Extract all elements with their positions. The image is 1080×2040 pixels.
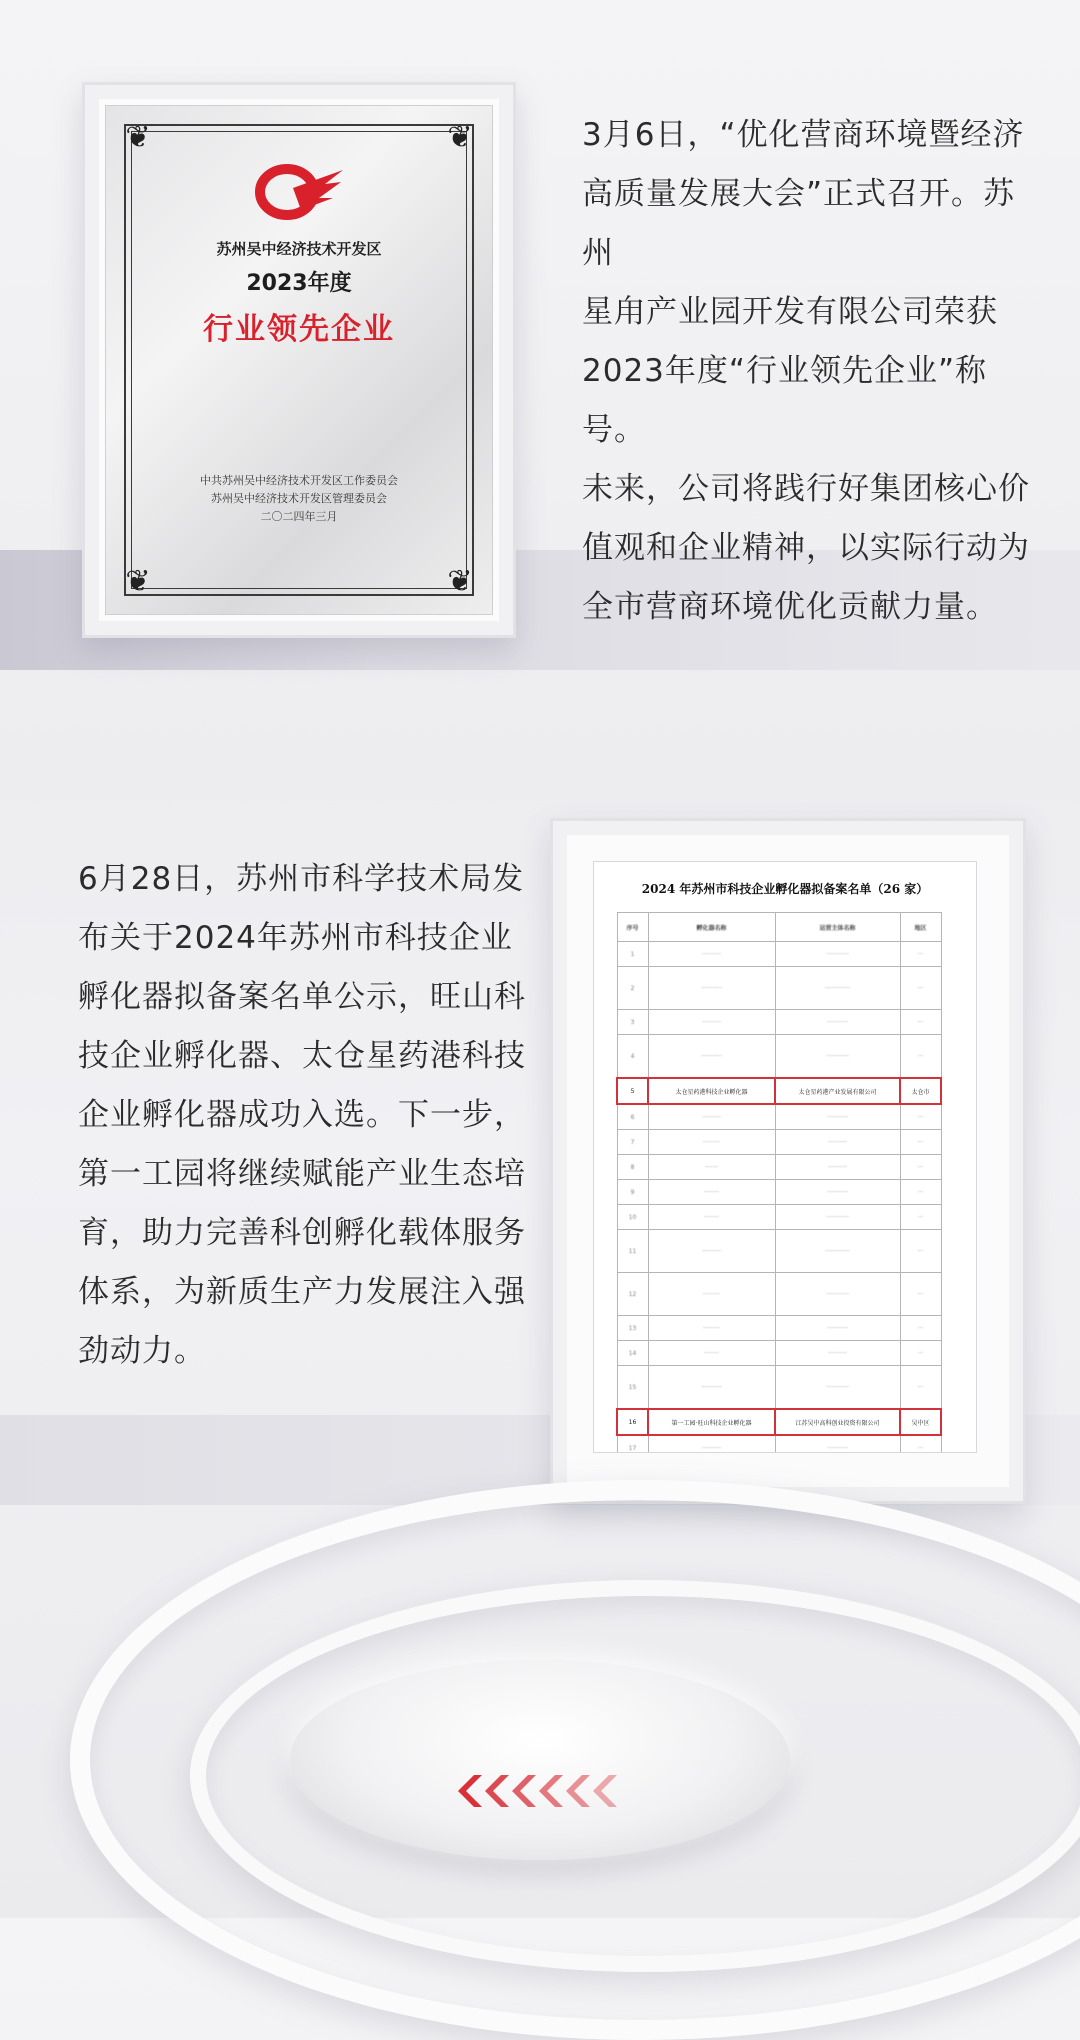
table-cell-no: 15 xyxy=(617,1366,648,1410)
table-cell-no: 7 xyxy=(617,1130,648,1155)
table-cell-operator: ············ xyxy=(775,942,900,967)
text-line: 企业孵化器成功入选。下一步， xyxy=(78,1097,526,1133)
table-cell-region: 太仓市 xyxy=(900,1078,941,1104)
corner-ornament-icon: ❦ xyxy=(125,120,151,155)
table-cell-name: ·········· xyxy=(648,942,775,967)
table-cell-name: ··········· xyxy=(648,967,775,1010)
table-cell-no: 5 xyxy=(617,1078,648,1104)
table-cell-operator: ··········· xyxy=(775,1435,900,1453)
text-line: 6月28日，苏州市科学技术局发 xyxy=(78,861,525,897)
text-line: 技企业孵化器、太仓星药港科技 xyxy=(78,1038,526,1074)
text-line: 未来，公司将践行好集团核心价 xyxy=(582,471,1030,507)
plaque-date: 二〇二四年三月 xyxy=(260,510,338,523)
text-line: 体系，为新质生产力发展注入强 xyxy=(78,1274,526,1310)
table-cell-operator: ·········· xyxy=(775,1155,900,1180)
table-cell-operator: ··········· xyxy=(775,1180,900,1205)
table-cell-operator: ············ xyxy=(775,1205,900,1230)
table-cell-no: 9 xyxy=(617,1180,648,1205)
chevron-mark xyxy=(485,1775,509,1807)
table-cell-operator: ············ xyxy=(775,1366,900,1410)
corner-ornament-icon: ❦ xyxy=(447,120,473,155)
table-cell-region: ··· xyxy=(900,967,941,1010)
table-row-highlighted xyxy=(617,1078,941,1104)
chevron-mark xyxy=(458,1775,482,1807)
table-cell-operator: ············ xyxy=(775,1273,900,1316)
table-row xyxy=(617,1366,941,1410)
text-line: 高质量发展大会”正式召开。苏州 xyxy=(582,176,1016,271)
column-header: 孵化器名称 xyxy=(648,913,775,942)
table-cell-region: ··· xyxy=(900,1155,941,1180)
table-cell-no: 6 xyxy=(617,1104,648,1130)
text-line: 值观和企业精神，以实际行动为 xyxy=(582,530,1030,566)
table-cell-name: ··········· xyxy=(648,1366,775,1410)
table-cell-no: 2 xyxy=(617,967,648,1010)
table-cell-no: 10 xyxy=(617,1205,648,1230)
table-cell-region: ··· xyxy=(900,1341,941,1366)
table-cell-operator: ··········· xyxy=(775,1104,900,1130)
table-cell-operator: ············ xyxy=(775,1035,900,1079)
table-cell-region: ··· xyxy=(900,1180,941,1205)
plaque-photo-frame xyxy=(82,82,516,638)
column-header: 地区 xyxy=(900,913,941,942)
table-cell-operator: ·········· xyxy=(775,1130,900,1155)
table-cell-no: 8 xyxy=(617,1155,648,1180)
table-row xyxy=(617,1155,941,1180)
award-plaque xyxy=(105,105,493,615)
table-cell-no: 17 xyxy=(617,1435,648,1453)
table-row xyxy=(617,1316,941,1341)
text-line: 布关于2024年苏州市科技企业 xyxy=(78,920,513,956)
table-cell-region: ··· xyxy=(900,1230,941,1273)
table-cell-name: ·········· xyxy=(648,1104,775,1130)
text-line: 孵化器拟备案名单公示，旺山科 xyxy=(78,979,526,1015)
table-row xyxy=(617,1435,941,1453)
table-cell-region: ··· xyxy=(900,1435,941,1453)
table-cell-name: ········ xyxy=(648,1341,775,1366)
corner-ornament-icon: ❦ xyxy=(125,564,151,599)
table-row xyxy=(617,1104,941,1130)
table-cell-operator: 江苏吴中高科创业投资有限公司 xyxy=(775,1409,900,1435)
table-cell-no: 14 xyxy=(617,1341,648,1366)
table-cell-name: 太仓星药港科技企业孵化器 xyxy=(648,1078,775,1104)
table-cell-region: ··· xyxy=(900,1205,941,1230)
table-cell-region: ··· xyxy=(900,1273,941,1316)
incubator-list-table xyxy=(616,912,942,1453)
table-row xyxy=(617,1035,941,1079)
table-cell-no: 13 xyxy=(617,1316,648,1341)
table-row xyxy=(617,1205,941,1230)
table-cell-name: ·········· xyxy=(648,1435,775,1453)
table-cell-name: ········· xyxy=(648,1273,775,1316)
document-sheet xyxy=(593,861,977,1453)
table-cell-name: ······· xyxy=(648,1155,775,1180)
text-line: 星甪产业园开发有限公司荣获 xyxy=(582,294,998,330)
plaque-organization: 苏州吴中经济技术开发区 xyxy=(216,240,382,258)
table-cell-no: 4 xyxy=(617,1035,648,1079)
table-cell-no: 16 xyxy=(617,1409,648,1435)
column-header: 运营主体名称 xyxy=(775,913,900,942)
table-cell-region: ··· xyxy=(900,942,941,967)
table-row xyxy=(617,1130,941,1155)
chevron-mark xyxy=(566,1775,590,1807)
table-cell-region: ··· xyxy=(900,1104,941,1130)
chevron-mark xyxy=(512,1775,536,1807)
table-cell-region: 吴中区 xyxy=(900,1409,941,1435)
table-cell-no: 1 xyxy=(617,942,648,967)
pedestal xyxy=(290,1660,790,1860)
text-line: 第一工园将继续赋能产业生态培 xyxy=(78,1156,526,1192)
chevron-mark xyxy=(539,1775,563,1807)
chevron-mark xyxy=(593,1775,617,1807)
table-cell-operator: ··········· xyxy=(775,1316,900,1341)
table-cell-name: ········· xyxy=(648,1316,775,1341)
table-cell-region: ··· xyxy=(900,1010,941,1035)
document-title: 2024 年苏州市科技企业孵化器拟备案名单（26 家） xyxy=(641,882,929,896)
organization-logo-icon xyxy=(253,160,345,222)
table-cell-name: ········· xyxy=(648,1130,775,1155)
text-line: 2023年度“行业领先企业”称号。 xyxy=(582,353,988,448)
paragraph-incubator-news xyxy=(78,850,538,1381)
table-header-row xyxy=(617,913,941,942)
table-row xyxy=(617,1273,941,1316)
plaque-year: 2023年度 xyxy=(246,271,352,296)
table-row xyxy=(617,1180,941,1205)
document-photo-frame xyxy=(550,818,1026,1504)
table-cell-operator: ············· xyxy=(775,1230,900,1273)
table-cell-region: ··· xyxy=(900,1316,941,1341)
text-line: 全市营商环境优化贡献力量。 xyxy=(582,589,998,625)
table-row xyxy=(617,1010,941,1035)
table-cell-name: ·········· xyxy=(648,1230,775,1273)
table-cell-no: 3 xyxy=(617,1010,648,1035)
table-cell-operator: 太仓星药港产业发展有限公司 xyxy=(775,1078,900,1104)
table-cell-no: 11 xyxy=(617,1230,648,1273)
table-cell-operator: ·········· xyxy=(775,1341,900,1366)
table-cell-name: ··········· xyxy=(648,1035,775,1079)
text-line: 育，助力完善科创孵化载体服务 xyxy=(78,1215,526,1251)
plaque-issuer-line: 苏州吴中经济技术开发区管理委员会 xyxy=(211,492,387,505)
table-cell-name: ········ xyxy=(648,1205,775,1230)
table-row xyxy=(617,1341,941,1366)
table-cell-operator: ··········· xyxy=(775,1010,900,1035)
chevron-arrows-icon xyxy=(450,1773,630,1809)
table-cell-region: ··· xyxy=(900,1035,941,1079)
table-cell-region: ··· xyxy=(900,1366,941,1410)
text-line: 劲动力。 xyxy=(78,1333,206,1369)
table-cell-name: ·········· xyxy=(648,1010,775,1035)
plaque-issuer-line: 中共苏州吴中经济技术开发区工作委员会 xyxy=(200,474,398,487)
corner-ornament-icon: ❦ xyxy=(447,564,473,599)
text-line: 3月6日，“优化营商环境暨经济 xyxy=(582,117,1025,153)
table-cell-no: 12 xyxy=(617,1273,648,1316)
table-row-highlighted xyxy=(617,1409,941,1435)
table-row xyxy=(617,1230,941,1273)
table-cell-name: 第一工园·旺山科技企业孵化器 xyxy=(648,1409,775,1435)
column-header: 序号 xyxy=(617,913,648,942)
table-cell-operator: ············· xyxy=(775,967,900,1010)
plaque-award-title: 行业领先企业 xyxy=(203,312,395,347)
table-row xyxy=(617,942,941,967)
table-cell-region: ··· xyxy=(900,1130,941,1155)
table-cell-name: ········ xyxy=(648,1180,775,1205)
table-row xyxy=(617,967,941,1010)
paragraph-award-news xyxy=(582,106,1042,637)
